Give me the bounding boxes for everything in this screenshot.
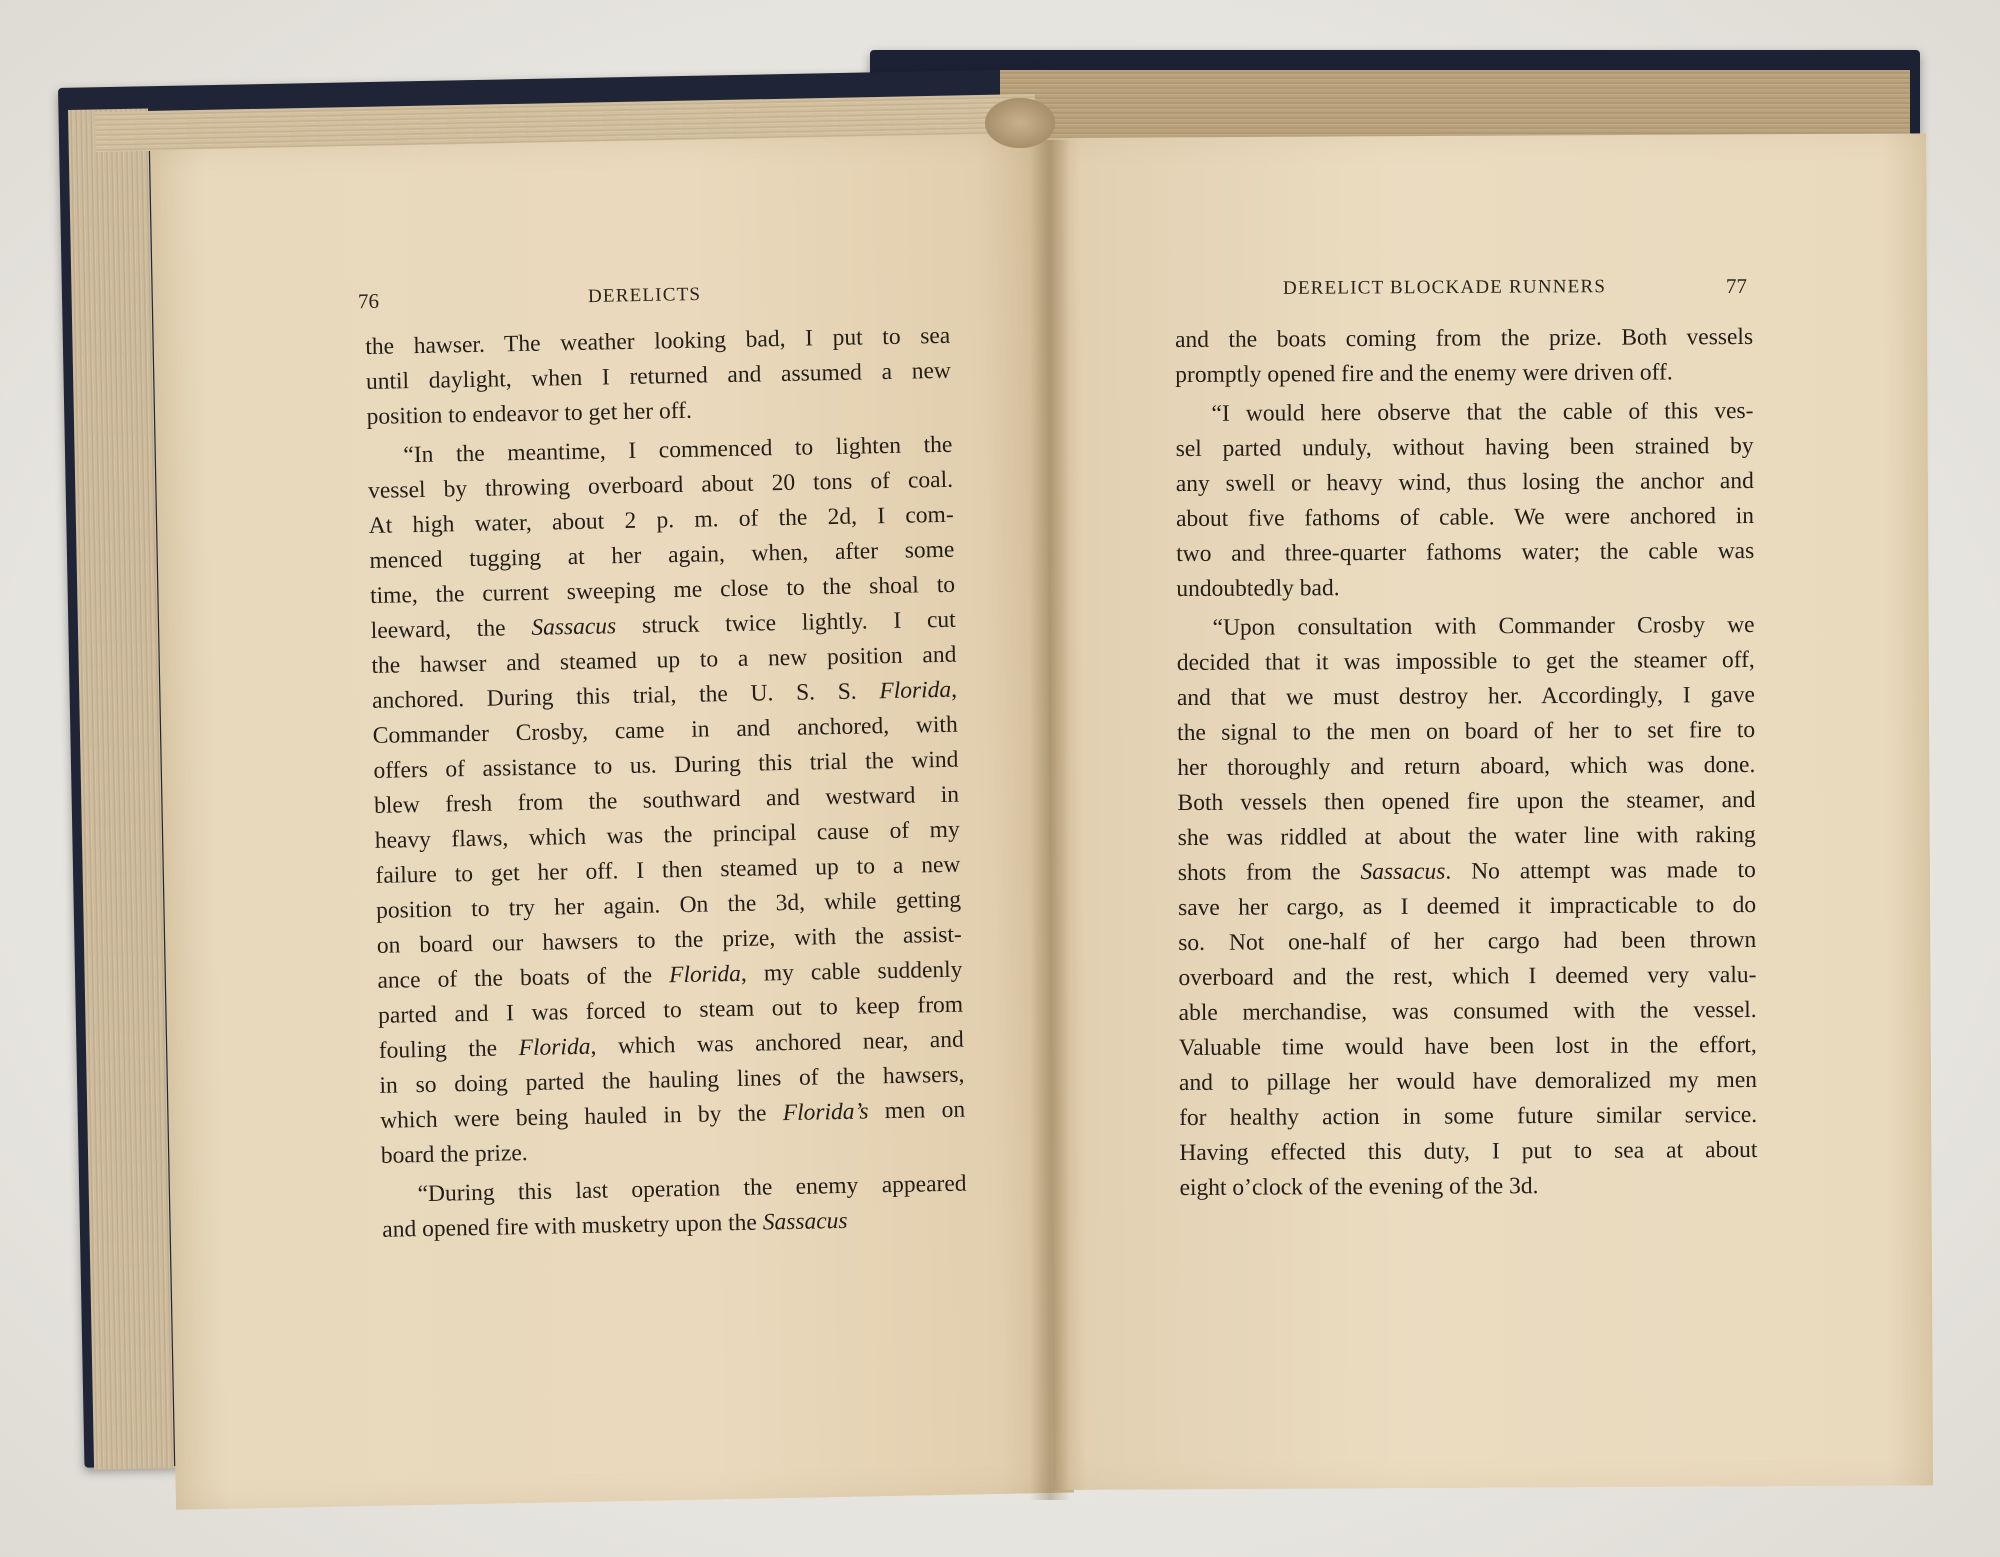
text-line: eight o’clock of the evening of the 3d. [1179,1173,1539,1201]
text-line: At high water, about 2 p. m. of the 2d, I com- [368,501,954,539]
text-line: two and three-quarter fathoms water; the cable was [1176,537,1755,567]
text-line: position to endeavor to get her off. [366,397,693,430]
text-line: Having effected this duty, I put to sea at about [1179,1136,1758,1166]
text-line: the signal to the men on board of her to set fire to [1177,716,1756,746]
text-line: Both vessels then opened fire upon the steamer, and [1177,786,1756,816]
text-line: until daylight, when I returned and assumed a new [365,357,952,395]
text-line: the hawser. The weather looking bad, I put to sea [365,322,951,360]
text-line: save her cargo, as I deemed it impracticable to do [1177,891,1757,921]
text-line: promptly opened fire and the enemy were driven off. [1175,359,1673,388]
text-line: time, the current sweeping me close to the shoal to [369,571,956,609]
right-page-body [1175,320,1758,1206]
text-line: Valuable time would have been lost in the effort, [1178,1031,1757,1061]
text-line: parted and I was forced to steam out to keep from [377,991,964,1029]
text-line: position to try her again. On the 3d, while getting [375,886,962,924]
left-page-number: 76 [357,288,380,314]
left-page-body [365,319,968,1248]
text-line: she was riddled at about the water line with raking [1177,821,1756,851]
text-line: which were being hauled in by the Florida’s men on [379,1096,966,1134]
text-line: the hawser and steamed up to a new position and [371,641,957,679]
text-line: ance of the boats of the Florida, my cable suddenly [377,956,963,994]
text-line: and the boats coming from the prize. Both vessels [1175,323,1754,353]
text-line: menced tugging at her again, when, after some [369,536,955,574]
text-line: offers of assistance to us. During this trial the wind [373,746,959,784]
paragraph [1175,320,1753,393]
text-line: undoubtedly bad. [1176,575,1340,602]
text-line: heavy flaws, which was the principal cause of my [374,816,960,854]
text-line: able merchandise, was consumed with the vessel. [1178,996,1757,1026]
text-line: failure to get her off. I then steamed up to a new [375,851,961,889]
text-line: anchored. During this trial, the U. S. S. Florida, [371,676,958,714]
text-line: Commander Crosby, came in and anchored, with [372,711,958,749]
paragraph [367,428,966,1174]
text-line: for healthy action in some future similar service. [1179,1101,1758,1131]
paragraph [365,319,952,435]
text-line: board the prize. [380,1140,528,1169]
right-running-head: DERELICT BLOCKADE RUNNERS [1282,276,1607,299]
text-line: decided that it was impossible to get the steamer off, [1176,646,1755,676]
paragraph [1177,608,1758,1206]
text-line: any swell or heavy wind, thus losing the anchor and [1175,467,1754,497]
page-stack-top-right [1000,70,1910,140]
text-line: “During this last operation the enemy appeared [417,1170,967,1208]
text-line: so. Not one-half of her cargo had been thrown [1178,926,1757,956]
text-line: “I would here observe that the cable of this ves- [1211,397,1754,427]
text-line: “Upon consultation with Commander Crosby we [1212,611,1755,641]
text-line: overboard and the rest, which I deemed very valu- [1178,961,1757,991]
text-line: in so doing parted the hauling lines of the hawsers, [379,1061,965,1099]
spine-binding-thread [985,98,1055,148]
text-line: and opened fire with musketry upon the Sassacus [382,1207,848,1243]
paragraph [381,1167,967,1248]
text-line: and to pillage her would have demoralized my men [1178,1066,1758,1096]
text-line: and that we must destroy her. Accordingly, I gave [1176,681,1756,711]
text-line: about five fathoms of cable. We were anchored in [1175,502,1755,532]
text-line: shots from the Sassacus. No attempt was made to [1177,856,1756,886]
text-line: sel parted unduly, without having been strained by [1175,432,1754,462]
text-line: on board our hawsers to the prize, with the assist- [376,921,962,959]
text-line: fouling the Florida, which was anchored near, and [378,1026,964,1064]
paragraph [1175,394,1754,607]
text-line: her thoroughly and return aboard, which was done. [1177,751,1756,781]
book-gutter [1030,140,1070,1500]
right-page-number: 77 [1725,273,1748,299]
left-running-head: DERELICTS [587,283,702,308]
text-line: “In the meantime, I commenced to lighten the [403,431,953,469]
text-line: blew fresh from the southward and westward in [373,781,960,819]
text-line: vessel by throwing overboard about 20 tons of coal. [367,466,954,504]
text-line: leeward, the Sassacus struck twice lightly. I cut [370,606,956,644]
